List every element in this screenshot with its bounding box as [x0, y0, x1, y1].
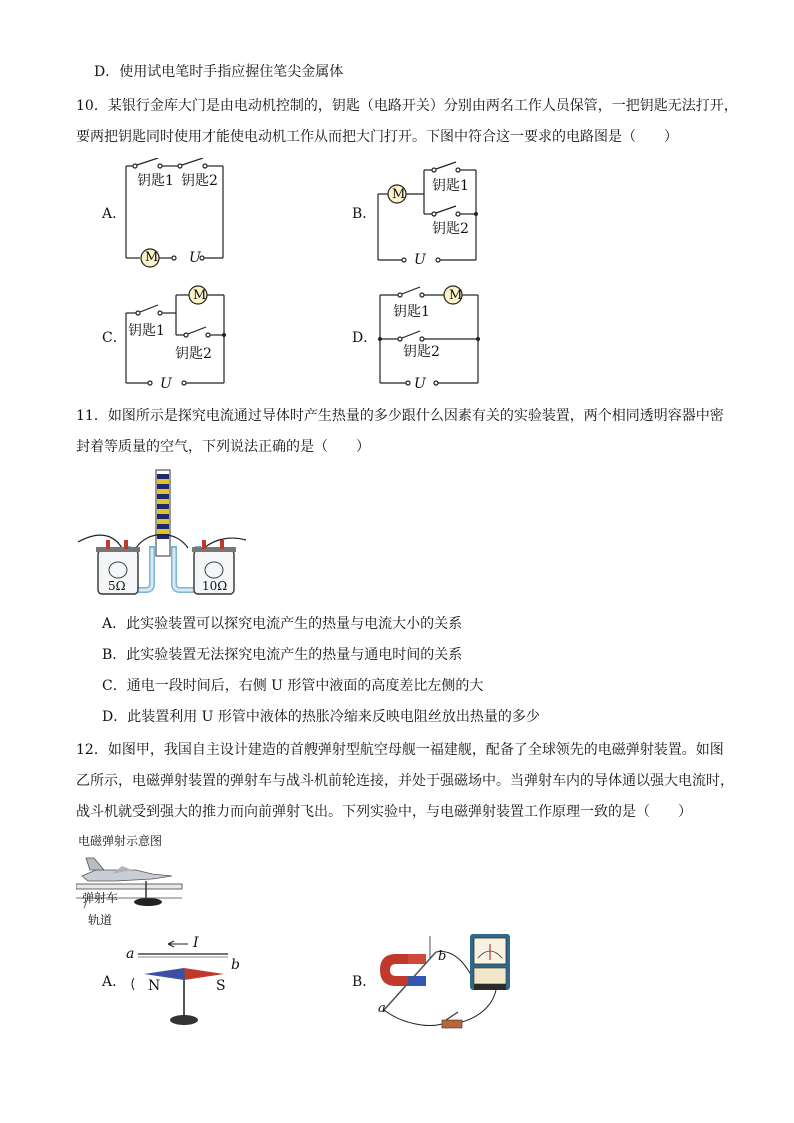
q11-stem-line2: 封着等质量的空气，下列说法正确的是（ ）	[76, 439, 370, 455]
q12-stem-line2: 乙所示，电磁弹射装置的弹射车与战斗机前轮连接，并处于强磁场中。当弹射车内的导体通以强大电流时，	[76, 773, 734, 789]
q10-b-key1-label: 钥匙1	[432, 178, 469, 194]
q12-option-b-label: B．	[352, 974, 377, 990]
q10-c-key2-label: 钥匙2	[175, 346, 212, 362]
q12-a-north-label: N	[148, 978, 161, 994]
q12-option-b-figure	[372, 928, 518, 1036]
q10-b-motor-label: M	[392, 187, 406, 202]
q10-stem-line1: 10．某银行金库大门是由电动机控制的，钥匙（电路开关）分别由两名工作人员保管，一把钥匙无法打开，	[76, 98, 738, 114]
q11-option-d: D．此装置利用 U 形管中液体的热胀冷缩来反映电阻丝放出热量的多少	[102, 709, 540, 725]
q11-option-c: C．通电一段时间后，右侧 U 形管中液面的高度差比左侧的大	[102, 678, 484, 694]
q10-b-source-label: U	[414, 252, 426, 268]
q10-a-motor-label: M	[145, 250, 159, 265]
q10-d-motor-label: M	[449, 288, 463, 303]
q12-cart-label: 弹射车	[82, 891, 119, 905]
q11-option-a: A．此实验装置可以探究电流产生的热量与电流大小的关系	[102, 616, 463, 632]
q10-a-key2-label: 钥匙2	[181, 173, 218, 189]
q11-resistor-5-label: 5Ω	[108, 579, 126, 593]
q10-d-source-label: U	[414, 376, 426, 392]
q10-c-motor-label: M	[193, 288, 207, 303]
q12-stem-line3: 战斗机就受到强大的推力而向前弹射飞出。下列实验中，与电磁弹射装置工作原理一致的是（ ）	[76, 804, 692, 820]
q11-option-b: B．此实验装置无法探究电流产生的热量与通电时间的关系	[102, 647, 463, 663]
q12-stem-line1: 12．如图甲，我国自主设计建造的首艘弹射型航空母舰一福建舰，配备了全球领先的电磁弹射装置。如图	[76, 742, 724, 758]
q10-a-source-label: U	[189, 250, 201, 266]
q12-diagram-title: 电磁弹射示意图	[78, 834, 163, 848]
q10-option-a-label: A．	[102, 206, 127, 222]
q10-b-key2-label: 钥匙2	[432, 221, 469, 237]
q9-option-d: D．使用试电笔时手指应握住笔尖金属体	[94, 64, 344, 80]
q11-resistor-10-label: 10Ω	[202, 579, 228, 593]
q10-d-key1-label: 钥匙1	[393, 304, 430, 320]
q11-stem-line1: 11．如图所示是探究电流通过导体时产生热量的多少跟什么因素有关的实验装置，两个相同透明容器中密	[76, 408, 724, 424]
q12-option-a-label: A．	[102, 974, 127, 990]
q12-track-label: 轨道	[88, 913, 113, 927]
q12-b-wire-b-label: b	[438, 949, 447, 964]
q10-a-key1-label: 钥匙1	[137, 173, 174, 189]
q10-c-source-label: U	[160, 376, 172, 392]
q10-option-d-label: D．	[352, 330, 378, 346]
q10-c-key1-label: 钥匙1	[128, 323, 165, 339]
q10-option-b-label: B．	[352, 206, 377, 222]
q10-option-c-label: C．	[102, 330, 127, 346]
q10-stem-line2: 要两把钥匙同时使用才能使电动机工作从而把大门打开。下图中符合这一要求的电路图是（ ）	[76, 129, 678, 145]
q12-a-wire-a-label: a	[126, 946, 135, 962]
q10-circuit-d	[372, 283, 487, 393]
q10-d-key2-label: 钥匙2	[403, 344, 440, 360]
q10-circuit-b	[372, 158, 487, 270]
q12-a-south-label: S	[216, 978, 226, 994]
q12-a-current-label: I	[193, 935, 199, 951]
q12-b-wire-a-label: a	[378, 1001, 386, 1016]
q12-a-wire-b-label: b	[231, 957, 240, 973]
